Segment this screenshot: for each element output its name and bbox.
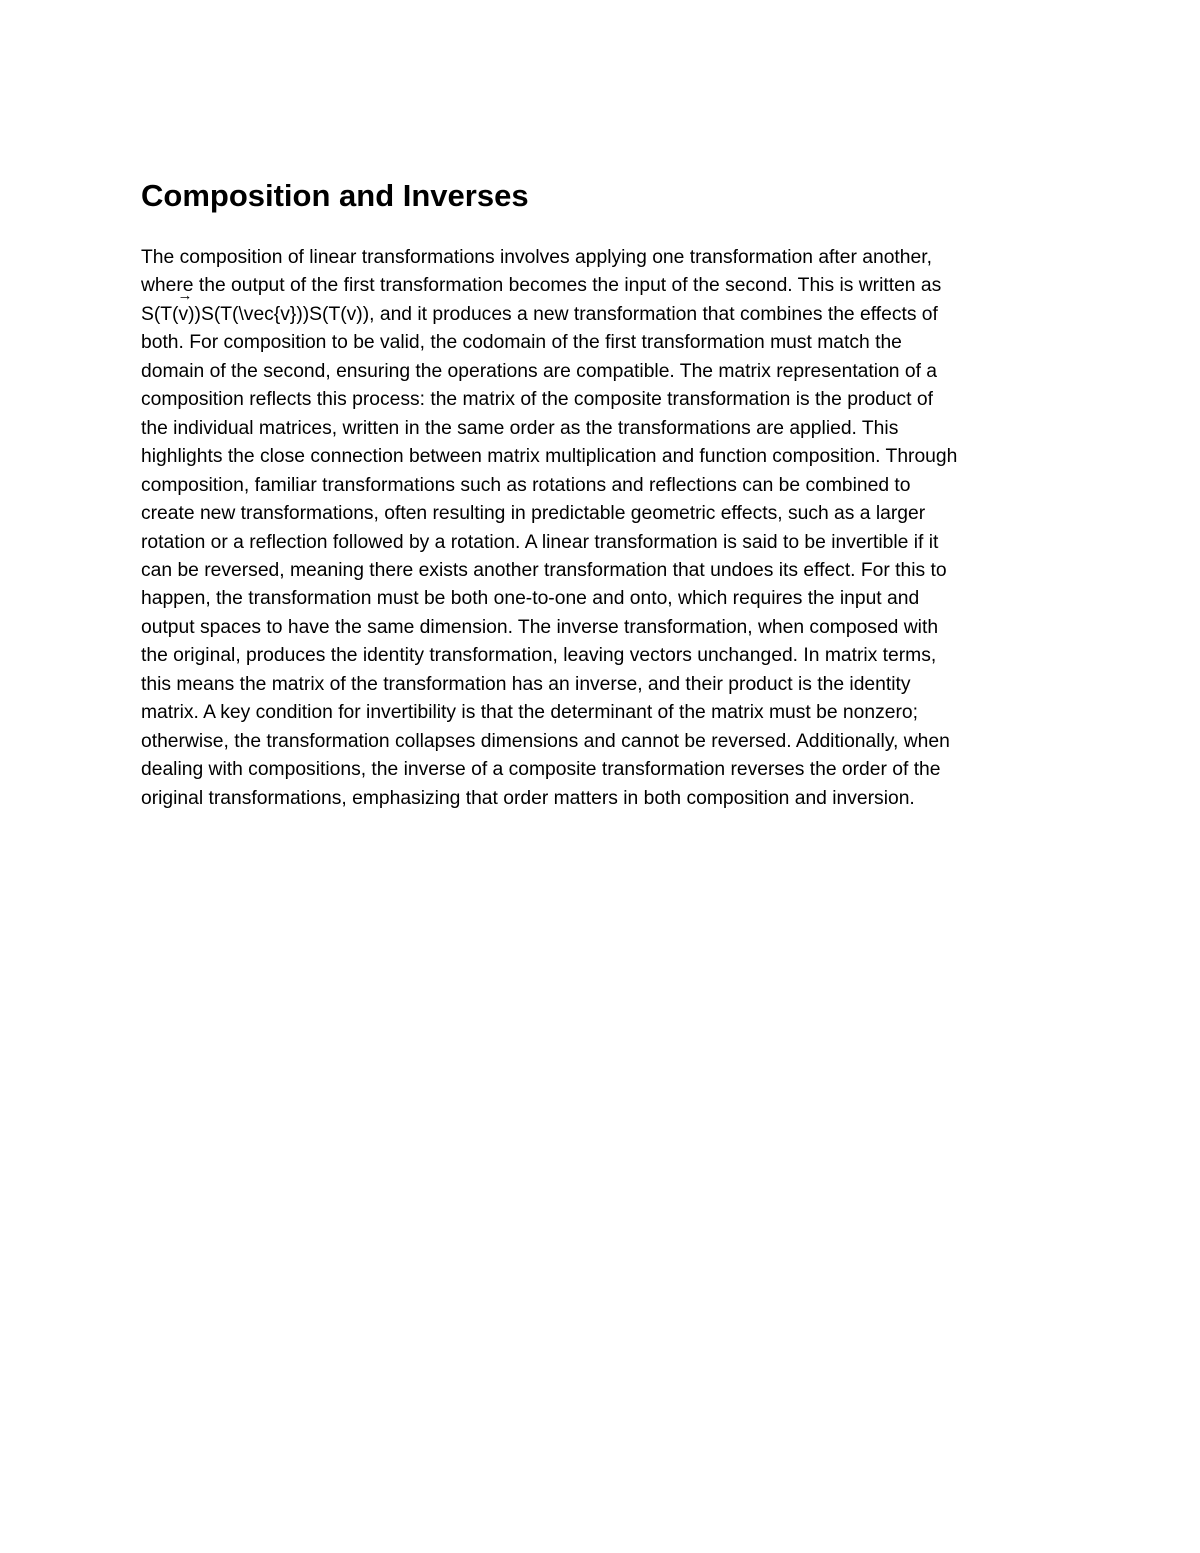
paragraph-line: this means the matrix of the transformation has an inverse, and their product is the identity (141, 673, 911, 695)
paragraph-line: composition, familiar transformations such as rotations and reflections can be combined to (141, 474, 911, 496)
paragraph-line: highlights the close connection between matrix multiplication and function composition. Through (141, 446, 958, 468)
vector-v-symbol: → v (178, 301, 188, 329)
paragraph-line-formula (141, 301, 1071, 329)
document-content (141, 176, 1071, 813)
paragraph-line: the original, produces the identity transformation, leaving vectors unchanged. In matrix terms, (141, 645, 937, 667)
body-paragraph (141, 244, 1071, 813)
paragraph-line: rotation or a reflection followed by a rotation. A linear transformation is said to be invertible if it (141, 531, 939, 553)
paragraph-line: domain of the second, ensuring the operations are compatible. The matrix representation of a (141, 360, 938, 382)
paragraph-line: otherwise, the transformation collapses dimensions and cannot be reversed. Additionally, when (141, 730, 950, 752)
paragraph-line: matrix. A key condition for invertibility is that the determinant of the matrix must be nonzero; (141, 702, 918, 724)
document-title: Composition and Inverses (141, 178, 529, 213)
paragraph-line: the individual matrices, written in the same order as the transformations are applied. This (141, 417, 899, 439)
paragraph-line: dealing with compositions, the inverse of a composite transformation reverses the order of the (141, 759, 941, 781)
paragraph-line: original transformations, emphasizing that order matters in both composition and inversion. (141, 787, 915, 809)
paragraph-line: The composition of linear transformations involves applying one transformation after another, (141, 247, 932, 268)
formula-prefix: S(T( (141, 303, 179, 325)
paragraph-line: create new transformations, often resulting in predictable geometric effects, such as a larger (141, 503, 926, 525)
paragraph-line: output spaces to have the same dimension. The inverse transformation, when composed with (141, 616, 939, 638)
paragraph-line: where the output of the first transformation becomes the input of the second. This is written as (141, 275, 942, 297)
formula-line-rest: )S(T(\vec{v}))S(T(v)), and it produces a new transformation that combines the effects of (194, 303, 938, 325)
paragraph-line: both. For composition to be valid, the codomain of the first transformation must match the (141, 332, 902, 354)
formula-close: ) (188, 303, 195, 325)
paragraph-line: composition reflects this process: the matrix of the composite transformation is the product of (141, 389, 933, 411)
paragraph-line: happen, the transformation must be both one-to-one and onto, which requires the input and (141, 588, 920, 610)
paragraph-line: can be reversed, meaning there exists another transformation that undoes its effect. For this to (141, 559, 947, 581)
